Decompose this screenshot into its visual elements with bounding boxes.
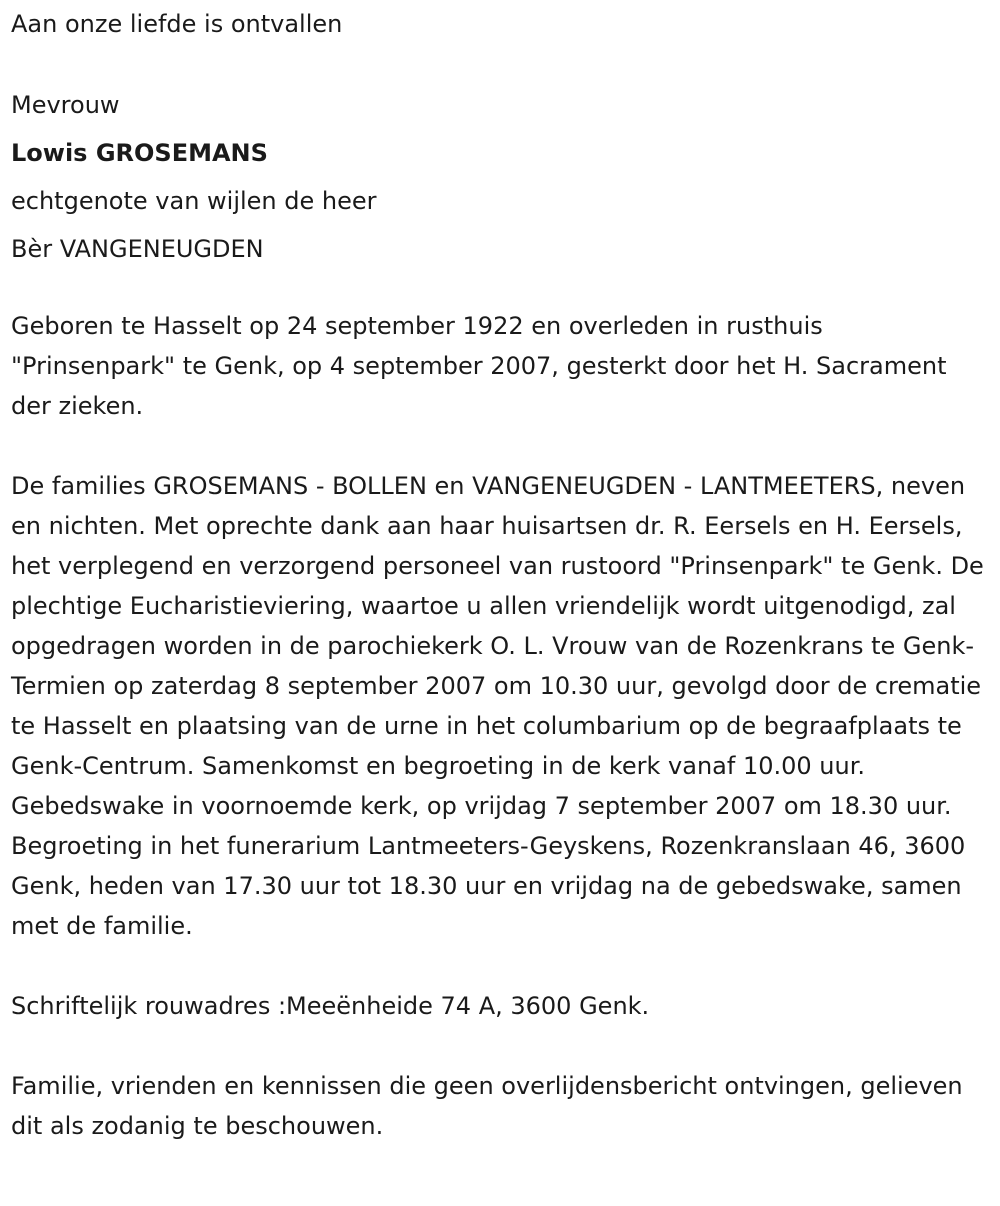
spacer <box>11 48 985 81</box>
spacer <box>11 426 985 466</box>
spacer <box>11 946 985 986</box>
relation-line: echtgenote van wijlen de heer <box>11 187 377 215</box>
spacer <box>11 273 985 306</box>
deceased-name: Lowis GROSEMANS <box>11 139 268 167</box>
closing-paragraph: Familie, vrienden en kennissen die geen overlijdensbericht ontvingen, gelieven dit als zodanig te beschouwen. <box>11 1072 963 1140</box>
spacer <box>11 1026 985 1066</box>
title-line: Mevrouw <box>11 91 120 119</box>
birth-death-paragraph: Geboren te Hasselt op 24 september 1922 en overleden in rusthuis "Prinsenpark" te Genk, op 4 september 2007, gesterkt door het H. Sacrament der zieken. <box>11 312 947 420</box>
mourning-address: Schriftelijk rouwadres :Meeënheide 74 A, 3600 Genk. <box>11 992 650 1020</box>
intro-line: Aan onze liefde is ontvallen <box>11 10 343 38</box>
families-paragraph: De families GROSEMANS - BOLLEN en VANGENEUGDEN - LANTMEETERS, neven en nichten. Met oprechte dank aan haar huisartsen dr. R. Eersels en H. Eersels, het verplegend en verzorgend personeel van rustoord "Prinsenpark" te Genk. De plechtige Eucharistieviering, waartoe u allen vriendelijk wordt uitgenodigd, zal opgedragen worden in de parochiekerk O. L. Vrouw van de Rozenkrans te Genk-Termien op zaterdag 8 september 2007 om 10.30 uur, gevolgd door de crematie te Hasselt en plaatsing van de urne in het columbarium op de begraafplaats te Genk-Centrum. Samenkomst en begroeting in de kerk vanaf 10.00 uur. Gebedswake in voornoemde kerk, op vrijdag 7 september 2007 om 18.30 uur. Begroeting in het funerarium Lantmeeters-Geyskens, Rozenkranslaan 46, 3600 Genk, heden van 17.30 uur tot 18.30 uur en vrijdag na de gebedswake, samen met de familie. <box>11 472 984 940</box>
spouse-name: Bèr VANGENEUGDEN <box>11 235 264 263</box>
